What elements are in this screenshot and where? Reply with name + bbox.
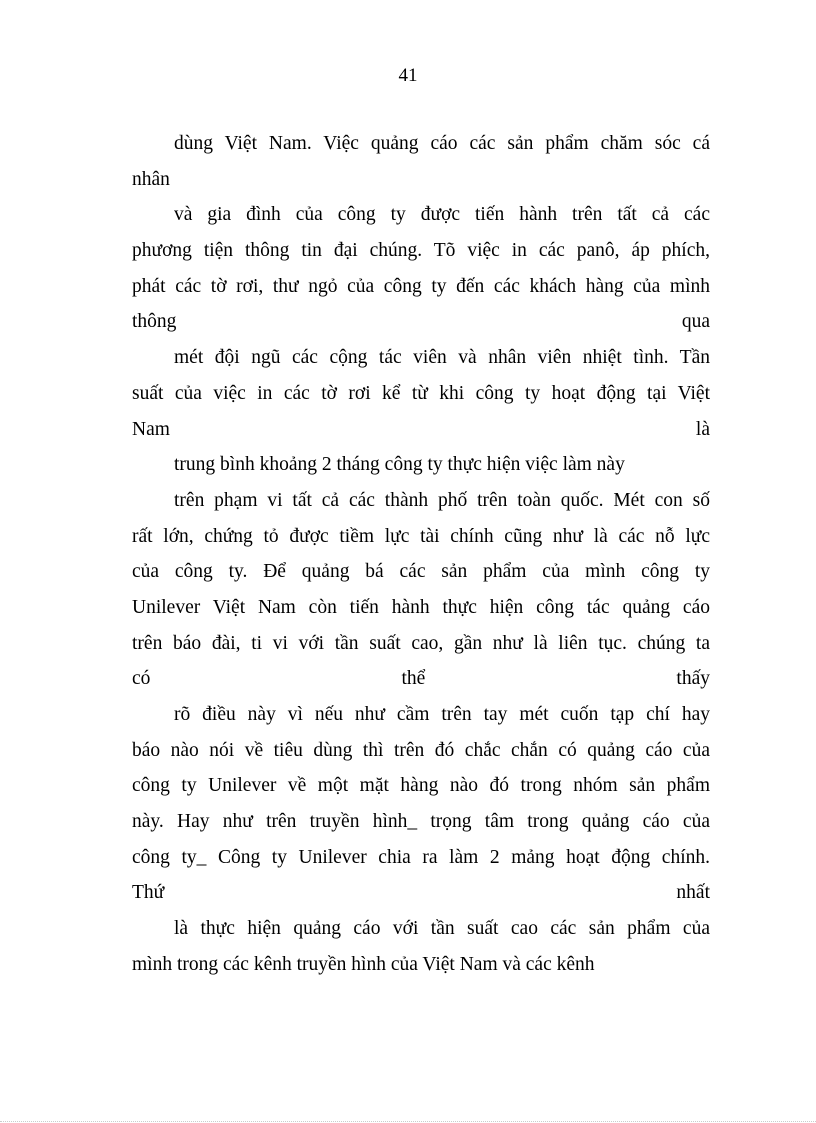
paragraph-line: trung bình khoảng 2 tháng công ty thực hiện việc làm này [174,454,625,476]
paragraph-line: rất lớn, chứng tỏ được tiềm lực tài chính cũng như là các nỗ lực [132,525,710,547]
paragraph-line: công ty Unilever về một mặt hàng nào đó trong nhóm sản phẩm [132,775,710,797]
paragraph-line: và gia đình của công ty được tiến hành trên tất cả các [174,204,710,226]
paragraph-line: phát các tờ rơi, thư ngỏ của công ty đến các khách hàng của mình [132,275,710,297]
line-word: thấy [676,668,710,690]
paragraph-line: trên báo đài, ti vi với tần suất cao, gần như là liên tục. chúng ta [132,632,710,654]
paragraph-line: trên phạm vi tất cả các thành phố trên toàn quốc. Mét con số [174,489,710,511]
paragraph-line [132,661,710,697]
paragraph-line: phương tiện thông tin đại chúng. Tõ việc in các panô, áp phích, [132,240,710,262]
paragraph-line: mét đội ngũ các cộng tác viên và nhân viên nhiệt tình. Tần [174,347,710,369]
paragraph-line: báo nào nói về tiêu dùng thì trên đó chắc chắn có quảng cáo của [132,739,710,761]
page-number: 41 [398,65,418,86]
paragraph-line [132,412,710,448]
page-bottom-rule [0,1121,816,1122]
paragraph-line [132,304,710,340]
paragraph-line: nhân [132,168,170,190]
paragraph-line: mình trong các kênh truyền hình của Việt Nam và các kênh [132,953,595,975]
paragraph-line: dùng Việt Nam. Việc quảng cáo các sản phẩm chăm sóc cá [174,133,710,154]
paragraph-line [132,875,710,911]
line-word: Thứ [132,882,165,904]
paragraph-line: suất của việc in các tờ rơi kể từ khi công ty hoạt động tại Việt [132,382,710,404]
line-word: nhất [676,882,710,904]
paragraph-line: Unilever Việt Nam còn tiến hành thực hiện công tác quảng cáo [132,596,710,618]
paragraph-line: là thực hiện quảng cáo với tần suất cao các sản phẩm của [174,918,710,940]
paragraph-line: công ty_ Công ty Unilever chia ra làm 2 mảng hoạt động chính. [132,846,710,868]
paragraph-line: rõ điều này vì nếu như cầm trên tay mét cuốn tạp chí hay [174,704,710,725]
line-word: là [695,418,710,440]
line-word: qua [681,311,710,333]
line-word: có [132,668,151,690]
paragraph-line: này. Hay như trên truyền hình_ trọng tâm trong quảng cáo của [132,811,710,833]
body-text [132,126,710,983]
line-word: Nam [132,418,170,440]
line-word: thể [401,668,426,690]
paragraph-line: của công ty. Để quảng bá các sản phẩm của mình công ty [132,561,710,583]
line-word: thông [132,311,177,333]
